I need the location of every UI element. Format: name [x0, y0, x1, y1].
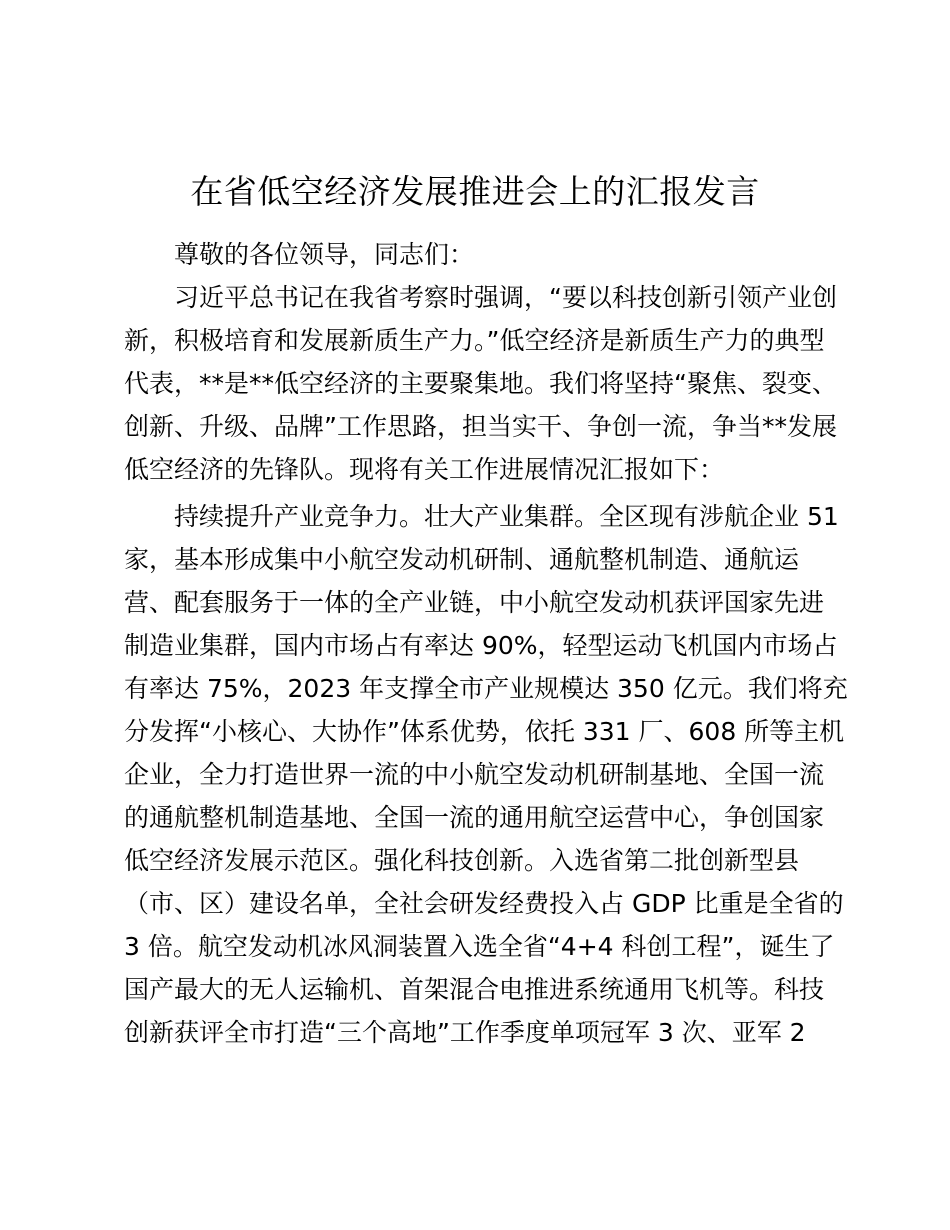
paragraph-2-line-13: 创新获评全市打造“三个高地”工作季度单项冠军 3 次、亚军 2	[124, 1018, 806, 1047]
paragraph-2-line-2: 家，基本形成集中小航空发动机研制、通航整机制造、通航运	[124, 545, 800, 574]
paragraph-2-line-10: （市、区）建设名单，全社会研发经费投入占 GDP 比重是全省的	[124, 889, 844, 918]
paragraph-2-line-12: 国产最大的无人运输机、首架混合电推进系统通用飞机等。科技	[124, 975, 825, 1004]
paragraph-2-line-4: 制造业集群，国内市场占有率达 90%，轻型运动飞机国内市场占	[124, 631, 838, 660]
paragraph-1-line-2: 新，积极培育和发展新质生产力。”低空经济是新质生产力的典型	[124, 326, 825, 355]
paragraph-2-line-5: 有率达 75%，2023 年支撑全市产业规模达 350 亿元。我们将充	[124, 674, 848, 703]
paragraph-2-line-9: 低空经济发展示范区。强化科技创新。入选省第二批创新型县	[124, 846, 800, 875]
paragraph-2-line-6: 分发挥“小核心、大协作”体系优势，依托 331 厂、608 所等主机	[124, 717, 845, 746]
paragraph-2-line-11: 3 倍。航空发动机冰风洞装置入选全省“4+4 科创工程”，诞生了	[124, 932, 835, 961]
paragraph-2-line-8: 的通航整机制造基地、全国一流的通用航空运营中心，争创国家	[124, 803, 825, 832]
paragraph-1-line-3: 代表，**是**低空经济的主要聚集地。我们将坚持“聚焦、裂变、	[124, 369, 837, 398]
paragraph-1-line-1: 习近平总书记在我省考察时强调，“要以科技创新引领产业创	[174, 283, 837, 312]
paragraph-2-line-1: 持续提升产业竞争力。壮大产业集群。全区现有涉航企业 51	[174, 502, 839, 531]
paragraph-2-line-3: 营、配套服务于一体的全产业链，中小航空发动机获评国家先进	[124, 588, 825, 617]
paragraph-1-line-5: 低空经济的先锋队。现将有关工作进展情况汇报如下：	[124, 455, 725, 484]
salutation-line: 尊敬的各位领导，同志们：	[174, 240, 475, 269]
paragraph-2-line-7: 企业，全力打造世界一流的中小航空发动机研制基地、全国一流	[124, 760, 825, 789]
paragraph-1-line-4: 创新、升级、品牌”工作思路，担当实干、争创一流，争当**发展	[124, 412, 837, 441]
document-title: 在省低空经济发展推进会上的汇报发言	[190, 172, 760, 211]
